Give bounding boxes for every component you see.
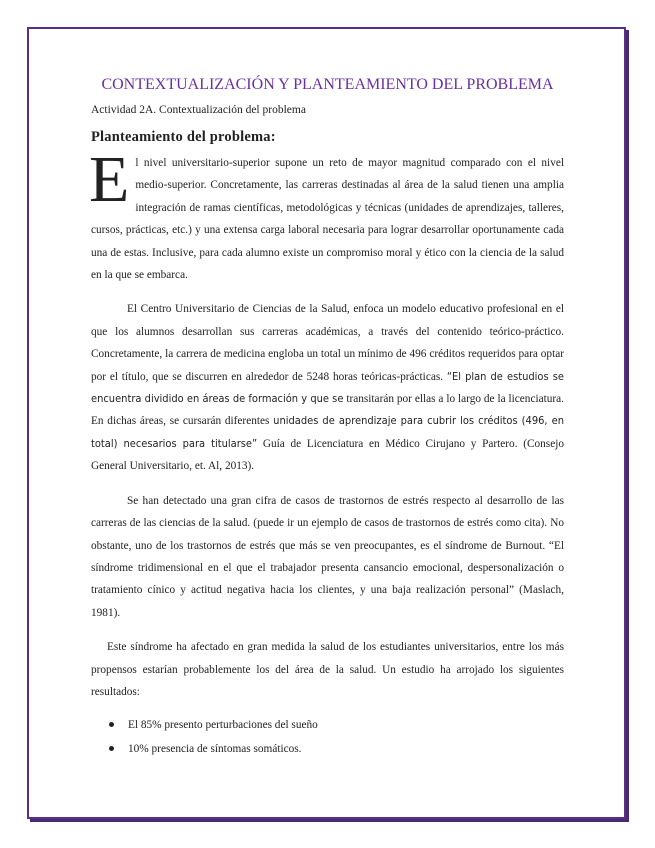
bullet-icon (109, 746, 114, 751)
paragraph-2-text-a: El Centro Universitario de Ciencias de la Salud, enfoca un modelo educativo profesional en el que los alumnos desarrollan sus carreras académicas, a través del contenido teórico-práctico. Concretamente, la carrera de medicina engloba un total un mínimo de 496 créditos requeridos para optar por el título, que se discurren en alrededor de 5248 horas teóricas-prácticas. (91, 303, 564, 383)
paragraph-2-text-c: Guía de Licenciatura en Médico Cirujano y Partero. (Consejo General Universitario, et. Al, 2013). (91, 437, 565, 473)
section-heading: Planteamiento del problema: (91, 129, 276, 145)
results-list (109, 713, 564, 761)
drop-cap: E (89, 143, 130, 216)
paragraph-2-quote-b: unidades de aprendizaje para cubrir los créditos (496, en total) necesarios para titularse” (91, 414, 565, 450)
paragraph-4: Este síndrome ha afectado en gran medida la salud de los estudiantes universitarios, entre los más propensos estarían probablemente los del área de la salud. Un estudio ha arrojado los siguientes resultados: (91, 641, 564, 698)
paragraph-2 (91, 298, 564, 477)
paragraph-1-text: l nivel universitario-superior supone un reto de mayor magnitud comparado con el nivel medio-superior. Concretamente, las carreras destinadas al área de la salud tienen una amplia integración de ramas científicas, metodológicas y técnicas (unidades de aprendizajes, talleres, cursos, prácticas, etc.) y una extensa carga laboral necesaria para lograr desarrollar oportunamente cada una de estas. Inclusive, para cada alumno existe un compromiso moral y ético con la ciencia de la salud en la que se embarca. (91, 157, 564, 282)
paragraph-1 (89, 143, 564, 286)
list-item-text: El 85% presento perturbaciones del sueño (128, 719, 318, 732)
paragraph-3: Se han detectado una gran cifra de casos de trastornos de estrés respecto al desarrollo de las carreras de las ciencias de la salud. (puede ir un ejemplo de casos de trastornos de estrés como cita). No obstante, uno de los trastornos de estrés que más se ven preocupantes, es el síndrome de Burnout. “El síndrome tridimensional en el que el trabajador presenta cansancio emocional, despersonalización o tratamiento cínico y actitud negativa hacia los clientes, y una baja realización personal” (Maslach, 1981). (91, 494, 564, 619)
list-item-text: 10% presencia de síntomas somáticos. (128, 743, 302, 756)
activity-subtitle: Actividad 2A. Contextualización del problema (91, 104, 306, 116)
document-content (91, 76, 564, 761)
document-title: CONTEXTUALIZACIÓN Y PLANTEAMIENTO DEL PROBLEMA (101, 76, 554, 93)
list-item (109, 713, 564, 737)
paragraph-2-text-b: transitarán por ellas a lo largo de la licenciatura. En dichas áreas, se cursarán diferentes (91, 393, 564, 428)
list-item (109, 737, 564, 761)
paragraph-2-quote-a: “El plan de estudios se encuentra dividido en áreas de formación y que se (91, 369, 564, 406)
bullet-icon (109, 722, 114, 727)
